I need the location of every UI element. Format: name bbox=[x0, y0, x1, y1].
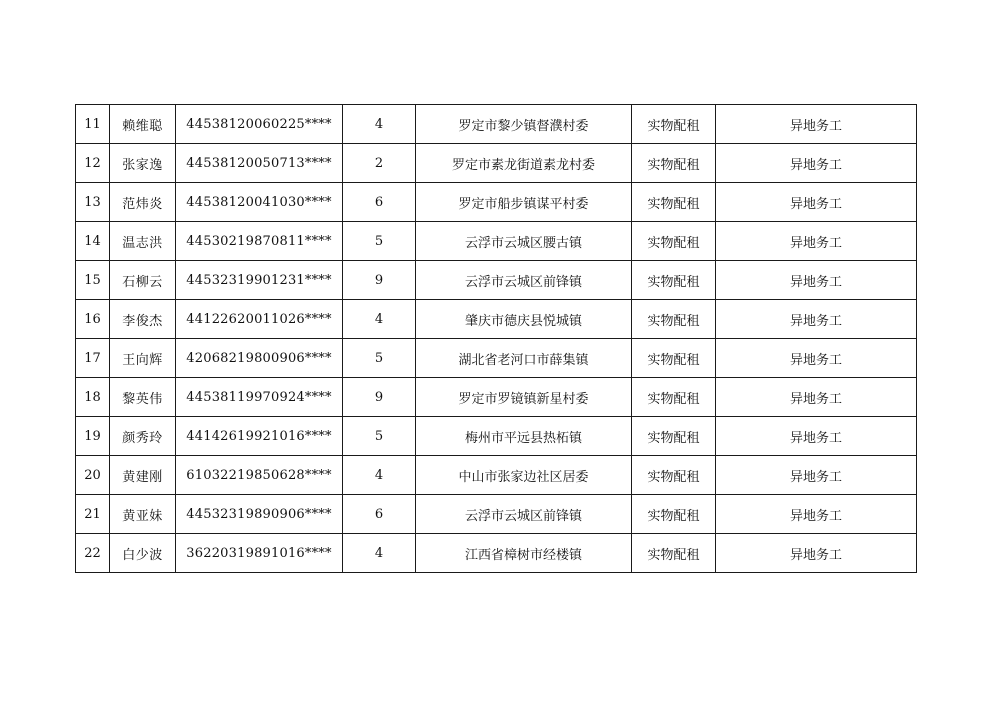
reason-cell: 异地务工 bbox=[716, 495, 917, 534]
address-cell: 肇庆市德庆县悦城镇 bbox=[416, 300, 632, 339]
household-size-cell: 5 bbox=[343, 222, 416, 261]
table-row bbox=[76, 339, 917, 378]
address-cell: 罗定市素龙街道素龙村委 bbox=[416, 144, 632, 183]
row-number-cell: 12 bbox=[76, 144, 110, 183]
table-row bbox=[76, 261, 917, 300]
address-cell: 江西省樟树市经楼镇 bbox=[416, 534, 632, 573]
row-number-cell: 19 bbox=[76, 417, 110, 456]
id-number-cell: 44532319890906**** bbox=[176, 495, 343, 534]
housing-type-cell: 实物配租 bbox=[632, 105, 716, 144]
reason-cell: 异地务工 bbox=[716, 222, 917, 261]
row-number-cell: 15 bbox=[76, 261, 110, 300]
reason-cell: 异地务工 bbox=[716, 378, 917, 417]
housing-type-cell: 实物配租 bbox=[632, 300, 716, 339]
housing-type-cell: 实物配租 bbox=[632, 378, 716, 417]
row-number-cell: 11 bbox=[76, 105, 110, 144]
row-number-cell: 14 bbox=[76, 222, 110, 261]
household-size-cell: 5 bbox=[343, 417, 416, 456]
name-cell: 李俊杰 bbox=[110, 300, 176, 339]
id-number-cell: 44538120050713**** bbox=[176, 144, 343, 183]
household-size-cell: 6 bbox=[343, 183, 416, 222]
table-row bbox=[76, 378, 917, 417]
reason-cell: 异地务工 bbox=[716, 456, 917, 495]
row-number-cell: 13 bbox=[76, 183, 110, 222]
table-row bbox=[76, 534, 917, 573]
name-cell: 黄建刚 bbox=[110, 456, 176, 495]
id-number-cell: 44532319901231**** bbox=[176, 261, 343, 300]
name-cell: 白少波 bbox=[110, 534, 176, 573]
id-number-cell: 44538120060225**** bbox=[176, 105, 343, 144]
name-cell: 颜秀玲 bbox=[110, 417, 176, 456]
table-row bbox=[76, 456, 917, 495]
row-number-cell: 22 bbox=[76, 534, 110, 573]
name-cell: 范炜炎 bbox=[110, 183, 176, 222]
housing-type-cell: 实物配租 bbox=[632, 222, 716, 261]
reason-cell: 异地务工 bbox=[716, 261, 917, 300]
name-cell: 张家逸 bbox=[110, 144, 176, 183]
id-number-cell: 44538119970924**** bbox=[176, 378, 343, 417]
housing-type-cell: 实物配租 bbox=[632, 261, 716, 300]
household-size-cell: 4 bbox=[343, 534, 416, 573]
id-number-cell: 42068219800906**** bbox=[176, 339, 343, 378]
reason-cell: 异地务工 bbox=[716, 417, 917, 456]
household-size-cell: 2 bbox=[343, 144, 416, 183]
row-number-cell: 16 bbox=[76, 300, 110, 339]
household-size-cell: 6 bbox=[343, 495, 416, 534]
address-cell: 罗定市船步镇谋平村委 bbox=[416, 183, 632, 222]
row-number-cell: 18 bbox=[76, 378, 110, 417]
address-cell: 云浮市云城区前锋镇 bbox=[416, 495, 632, 534]
table-row bbox=[76, 495, 917, 534]
table-row bbox=[76, 144, 917, 183]
address-cell: 罗定市黎少镇督濮村委 bbox=[416, 105, 632, 144]
household-size-cell: 9 bbox=[343, 378, 416, 417]
applicant-table bbox=[75, 104, 917, 573]
housing-type-cell: 实物配租 bbox=[632, 183, 716, 222]
row-number-cell: 20 bbox=[76, 456, 110, 495]
reason-cell: 异地务工 bbox=[716, 105, 917, 144]
table-row bbox=[76, 105, 917, 144]
household-size-cell: 4 bbox=[343, 456, 416, 495]
row-number-cell: 17 bbox=[76, 339, 110, 378]
name-cell: 赖维聪 bbox=[110, 105, 176, 144]
id-number-cell: 44122620011026**** bbox=[176, 300, 343, 339]
id-number-cell: 44530219870811**** bbox=[176, 222, 343, 261]
address-cell: 罗定市罗镜镇新星村委 bbox=[416, 378, 632, 417]
household-size-cell: 4 bbox=[343, 300, 416, 339]
reason-cell: 异地务工 bbox=[716, 534, 917, 573]
housing-type-cell: 实物配租 bbox=[632, 417, 716, 456]
household-size-cell: 4 bbox=[343, 105, 416, 144]
household-size-cell: 5 bbox=[343, 339, 416, 378]
housing-type-cell: 实物配租 bbox=[632, 534, 716, 573]
id-number-cell: 44142619921016**** bbox=[176, 417, 343, 456]
name-cell: 王向辉 bbox=[110, 339, 176, 378]
address-cell: 湖北省老河口市薛集镇 bbox=[416, 339, 632, 378]
id-number-cell: 36220319891016**** bbox=[176, 534, 343, 573]
address-cell: 中山市张家边社区居委 bbox=[416, 456, 632, 495]
reason-cell: 异地务工 bbox=[716, 339, 917, 378]
name-cell: 黄亚妹 bbox=[110, 495, 176, 534]
id-number-cell: 44538120041030**** bbox=[176, 183, 343, 222]
reason-cell: 异地务工 bbox=[716, 300, 917, 339]
name-cell: 温志洪 bbox=[110, 222, 176, 261]
name-cell: 黎英伟 bbox=[110, 378, 176, 417]
housing-type-cell: 实物配租 bbox=[632, 339, 716, 378]
row-number-cell: 21 bbox=[76, 495, 110, 534]
housing-type-cell: 实物配租 bbox=[632, 456, 716, 495]
table-row bbox=[76, 300, 917, 339]
address-cell: 云浮市云城区前锋镇 bbox=[416, 261, 632, 300]
name-cell: 石柳云 bbox=[110, 261, 176, 300]
household-size-cell: 9 bbox=[343, 261, 416, 300]
address-cell: 梅州市平远县热柘镇 bbox=[416, 417, 632, 456]
address-cell: 云浮市云城区腰古镇 bbox=[416, 222, 632, 261]
table-row bbox=[76, 183, 917, 222]
reason-cell: 异地务工 bbox=[716, 144, 917, 183]
id-number-cell: 61032219850628**** bbox=[176, 456, 343, 495]
table-body bbox=[76, 105, 917, 573]
reason-cell: 异地务工 bbox=[716, 183, 917, 222]
housing-type-cell: 实物配租 bbox=[632, 144, 716, 183]
housing-type-cell: 实物配租 bbox=[632, 495, 716, 534]
table-row bbox=[76, 417, 917, 456]
table-row bbox=[76, 222, 917, 261]
